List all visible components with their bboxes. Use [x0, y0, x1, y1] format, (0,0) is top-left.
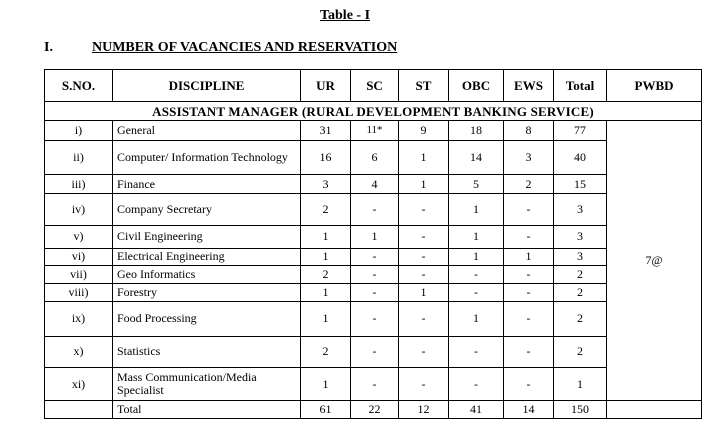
ews-cell: -	[504, 301, 554, 336]
header-st: ST	[399, 70, 449, 102]
table-row	[45, 174, 702, 193]
table-row	[45, 336, 702, 367]
discipline-cell: Food Processing	[113, 301, 301, 336]
obc-cell: -	[449, 367, 504, 401]
ews-cell: 3	[504, 140, 554, 174]
sc-cell: 6	[351, 140, 399, 174]
ur-cell: 3	[301, 174, 351, 193]
ur-cell: 1	[301, 367, 351, 401]
ur-cell: 2	[301, 336, 351, 367]
obc-cell: -	[449, 336, 504, 367]
sno-cell: ix)	[45, 301, 113, 336]
ews-cell: 2	[504, 174, 554, 193]
st-cell: 1	[399, 283, 449, 301]
discipline-cell: Finance	[113, 174, 301, 193]
table-row	[45, 140, 702, 174]
st-cell: 9	[399, 121, 449, 140]
st-cell: -	[399, 194, 449, 226]
total-cell: 2	[554, 283, 607, 301]
sno-cell: iii)	[45, 174, 113, 193]
ews-cell: 8	[504, 121, 554, 140]
discipline-cell: Statistics	[113, 336, 301, 367]
ur-cell: 1	[301, 283, 351, 301]
total-cell: 1	[554, 367, 607, 401]
section-number: I.	[44, 40, 53, 55]
st-cell: -	[399, 336, 449, 367]
st-cell: -	[399, 367, 449, 401]
obc-cell: 5	[449, 174, 504, 193]
sc-cell: -	[351, 266, 399, 283]
discipline-cell: Civil Engineering	[113, 226, 301, 249]
total-cell: 15	[554, 174, 607, 193]
total-cell: 2	[554, 266, 607, 283]
header-obc: OBC	[449, 70, 504, 102]
st-cell: -	[399, 226, 449, 249]
vacancy-table	[44, 69, 702, 419]
obc-cell: 1	[449, 226, 504, 249]
total-row	[45, 401, 702, 419]
total-st: 12	[399, 401, 449, 419]
st-cell: 1	[399, 174, 449, 193]
total-cell: 40	[554, 140, 607, 174]
ews-cell: -	[504, 226, 554, 249]
table-row	[45, 266, 702, 283]
sc-cell: -	[351, 283, 399, 301]
sc-cell: 11*	[351, 121, 399, 140]
total-cell: 2	[554, 336, 607, 367]
sno-cell: ii)	[45, 140, 113, 174]
ews-cell: -	[504, 266, 554, 283]
total-label: Total	[113, 401, 301, 419]
total-cell: 3	[554, 194, 607, 226]
sc-cell: -	[351, 248, 399, 265]
total-ur: 61	[301, 401, 351, 419]
table-row	[45, 121, 702, 140]
obc-cell: 1	[449, 301, 504, 336]
total-cell: 2	[554, 301, 607, 336]
st-cell: -	[399, 301, 449, 336]
ur-cell: 2	[301, 194, 351, 226]
ur-cell: 1	[301, 248, 351, 265]
obc-cell: 14	[449, 140, 504, 174]
sc-cell: -	[351, 367, 399, 401]
obc-cell: -	[449, 283, 504, 301]
total-cell: 3	[554, 248, 607, 265]
obc-cell: 1	[449, 248, 504, 265]
sc-cell: -	[351, 301, 399, 336]
ur-cell: 1	[301, 301, 351, 336]
table-row	[45, 283, 702, 301]
ews-cell: 1	[504, 248, 554, 265]
sno-cell: vii)	[45, 266, 113, 283]
table-row	[45, 367, 702, 401]
sno-cell: vi)	[45, 248, 113, 265]
header-ur: UR	[301, 70, 351, 102]
ews-cell: -	[504, 283, 554, 301]
table-row	[45, 301, 702, 336]
header-ews: EWS	[504, 70, 554, 102]
sc-cell: 1	[351, 226, 399, 249]
ur-cell: 1	[301, 226, 351, 249]
sno-cell: iv)	[45, 194, 113, 226]
header-sno: S.NO.	[45, 70, 113, 102]
table-row	[45, 194, 702, 226]
obc-cell: -	[449, 266, 504, 283]
discipline-cell: Computer/ Information Technology	[113, 140, 301, 174]
total-sc: 22	[351, 401, 399, 419]
ews-cell: -	[504, 367, 554, 401]
header-pwbd: PWBD	[607, 70, 702, 102]
table-row	[45, 248, 702, 265]
discipline-cell: Company Secretary	[113, 194, 301, 226]
total-total: 150	[554, 401, 607, 419]
ur-cell: 2	[301, 266, 351, 283]
table-row	[45, 226, 702, 249]
total-ews: 14	[504, 401, 554, 419]
st-cell: -	[399, 266, 449, 283]
ur-cell: 16	[301, 140, 351, 174]
sno-cell: v)	[45, 226, 113, 249]
sc-cell: -	[351, 336, 399, 367]
table-title: Table - I	[319, 8, 371, 23]
section-heading: NUMBER OF VACANCIES AND RESERVATION	[92, 40, 398, 55]
total-cell: 3	[554, 226, 607, 249]
sno-cell: x)	[45, 336, 113, 367]
sc-cell: -	[351, 194, 399, 226]
sc-cell: 4	[351, 174, 399, 193]
discipline-cell: Geo Informatics	[113, 266, 301, 283]
total-sno-cell	[45, 401, 113, 419]
st-cell: 1	[399, 140, 449, 174]
section-row-label: ASSISTANT MANAGER (RURAL DEVELOPMENT BANKING SERVICE)	[45, 102, 702, 121]
sno-cell: xi)	[45, 367, 113, 401]
total-obc: 41	[449, 401, 504, 419]
ews-cell: -	[504, 194, 554, 226]
discipline-cell: General	[113, 121, 301, 140]
header-total: Total	[554, 70, 607, 102]
header-discipline: DISCIPLINE	[113, 70, 301, 102]
discipline-cell: Mass Communication/Media Specialist	[113, 367, 301, 401]
total-cell: 77	[554, 121, 607, 140]
header-sc: SC	[351, 70, 399, 102]
ews-cell: -	[504, 336, 554, 367]
discipline-cell: Electrical Engineering	[113, 248, 301, 265]
discipline-cell: Forestry	[113, 283, 301, 301]
total-pwbd-cell	[607, 401, 702, 419]
sno-cell: viii)	[45, 283, 113, 301]
ur-cell: 31	[301, 121, 351, 140]
obc-cell: 1	[449, 194, 504, 226]
section-row	[45, 102, 702, 121]
header-row	[45, 70, 702, 102]
pwbd-cell: 7@	[607, 121, 702, 401]
obc-cell: 18	[449, 121, 504, 140]
sno-cell: i)	[45, 121, 113, 140]
st-cell: -	[399, 248, 449, 265]
